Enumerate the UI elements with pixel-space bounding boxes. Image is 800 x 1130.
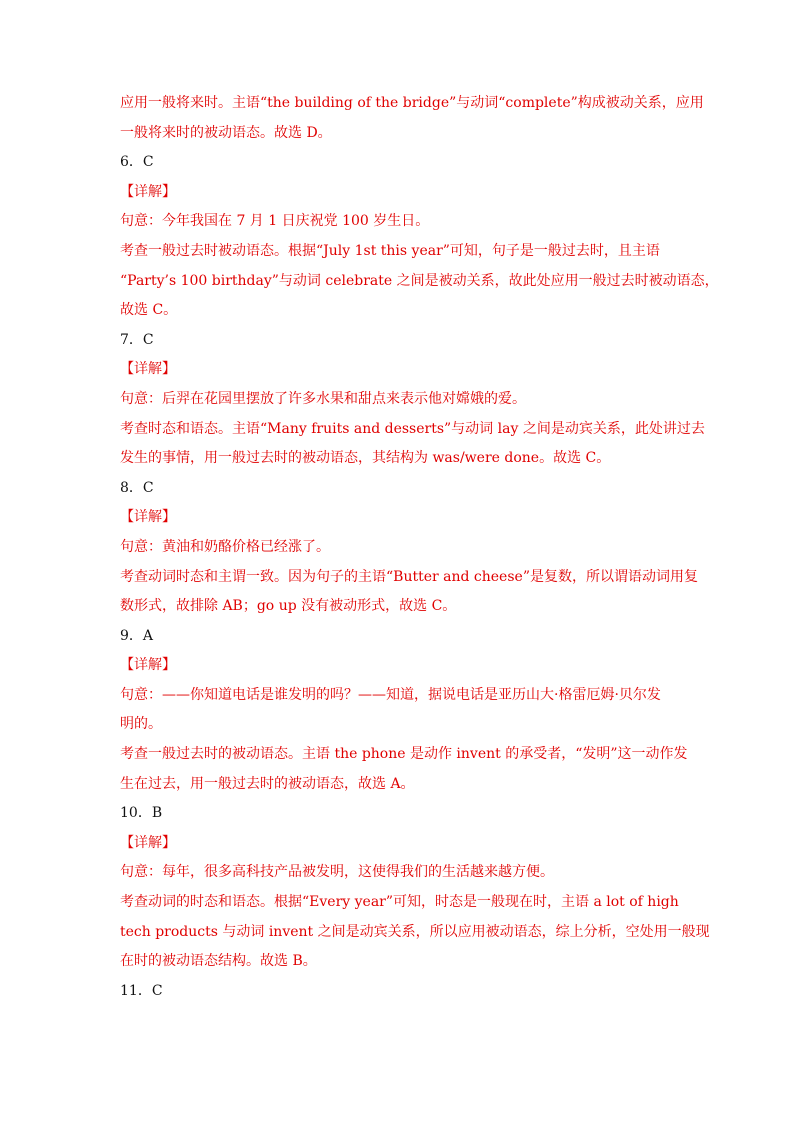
sentence-meaning: 句意：后羿在花园里摆放了许多水果和甜点来表示他对嫦娥的爱。 [120, 390, 526, 407]
answer-number: 6．C [120, 154, 154, 171]
sentence-meaning: 明的。 [120, 716, 162, 733]
answer-number: 8．C [120, 479, 154, 496]
sentence-meaning: 句意：黄油和奶酪价格已经涨了。 [120, 538, 330, 555]
explanation-line: 考查动词时态和主谓一致。因为句子的主语“Butter and cheese”是复数，所以谓语动词用复 [120, 568, 698, 585]
detail-heading: 【详解】 [120, 657, 176, 674]
explanation-line: 一般将来时的被动语态。故选 D。 [120, 124, 332, 141]
explanation-line: 生在过去，用一般过去时的被动语态，故选 A。 [120, 775, 415, 792]
explanation-line: “Party’s 100 birthday”与动词 celebrate 之间是被动关系，故此处应用一般过去时被动语态， [120, 272, 719, 289]
detail-heading: 【详解】 [120, 509, 176, 526]
explanation-line: 故选 C。 [120, 302, 178, 319]
answer-number: 11．C [120, 982, 163, 999]
explanation-line: 发生的事情，用一般过去时的被动语态，其结构为 was/were done。故选 C。 [120, 450, 611, 467]
answer-number: 9．A [120, 627, 154, 644]
sentence-meaning: 句意：——你知道电话是谁发明的吗？——知道，据说电话是亚历山大·格雷厄姆·贝尔发 [120, 686, 661, 703]
explanation-line: 考查动词的时态和语态。根据“Every year”可知，时态是一般现在时，主语 a lot of high [120, 894, 679, 911]
answer-number: 10．B [120, 805, 163, 822]
explanation-line: 考查一般过去时的被动语态。主语 the phone 是动作 invent 的承受者，“发明”这一动作发 [120, 746, 688, 763]
detail-heading: 【详解】 [120, 183, 176, 200]
answer-number: 7．C [120, 331, 154, 348]
explanation-line: tech products 与动词 invent 之间是动宾关系，所以应用被动语态，综上分析，空处用一般现 [120, 923, 710, 940]
sentence-meaning: 句意：今年我国在 7 月 1 日庆祝党 100 岁生日。 [120, 213, 430, 230]
sentence-meaning: 句意：每年，很多高科技产品被发明，这使得我们的生活越来越方便。 [120, 864, 554, 881]
detail-heading: 【详解】 [120, 361, 176, 378]
explanation-line: 在时的被动语态结构。故选 B。 [120, 953, 317, 970]
detail-heading: 【详解】 [120, 834, 176, 851]
document-page [120, 92, 719, 1009]
explanation-line: 数形式，故排除 AB；go up 没有被动形式，故选 C。 [120, 598, 457, 615]
explanation-line: 应用一般将来时。主语“the building of the bridge”与动词“complete”构成被动关系，应用 [120, 95, 704, 111]
explanation-line: 考查一般过去时被动语态。根据“July 1st this year”可知，句子是一般过去时，且主语 [120, 242, 660, 259]
explanation-line: 考查时态和语态。主语“Many fruits and desserts”与动词 lay 之间是动宾关系，此处讲过去 [120, 420, 705, 437]
